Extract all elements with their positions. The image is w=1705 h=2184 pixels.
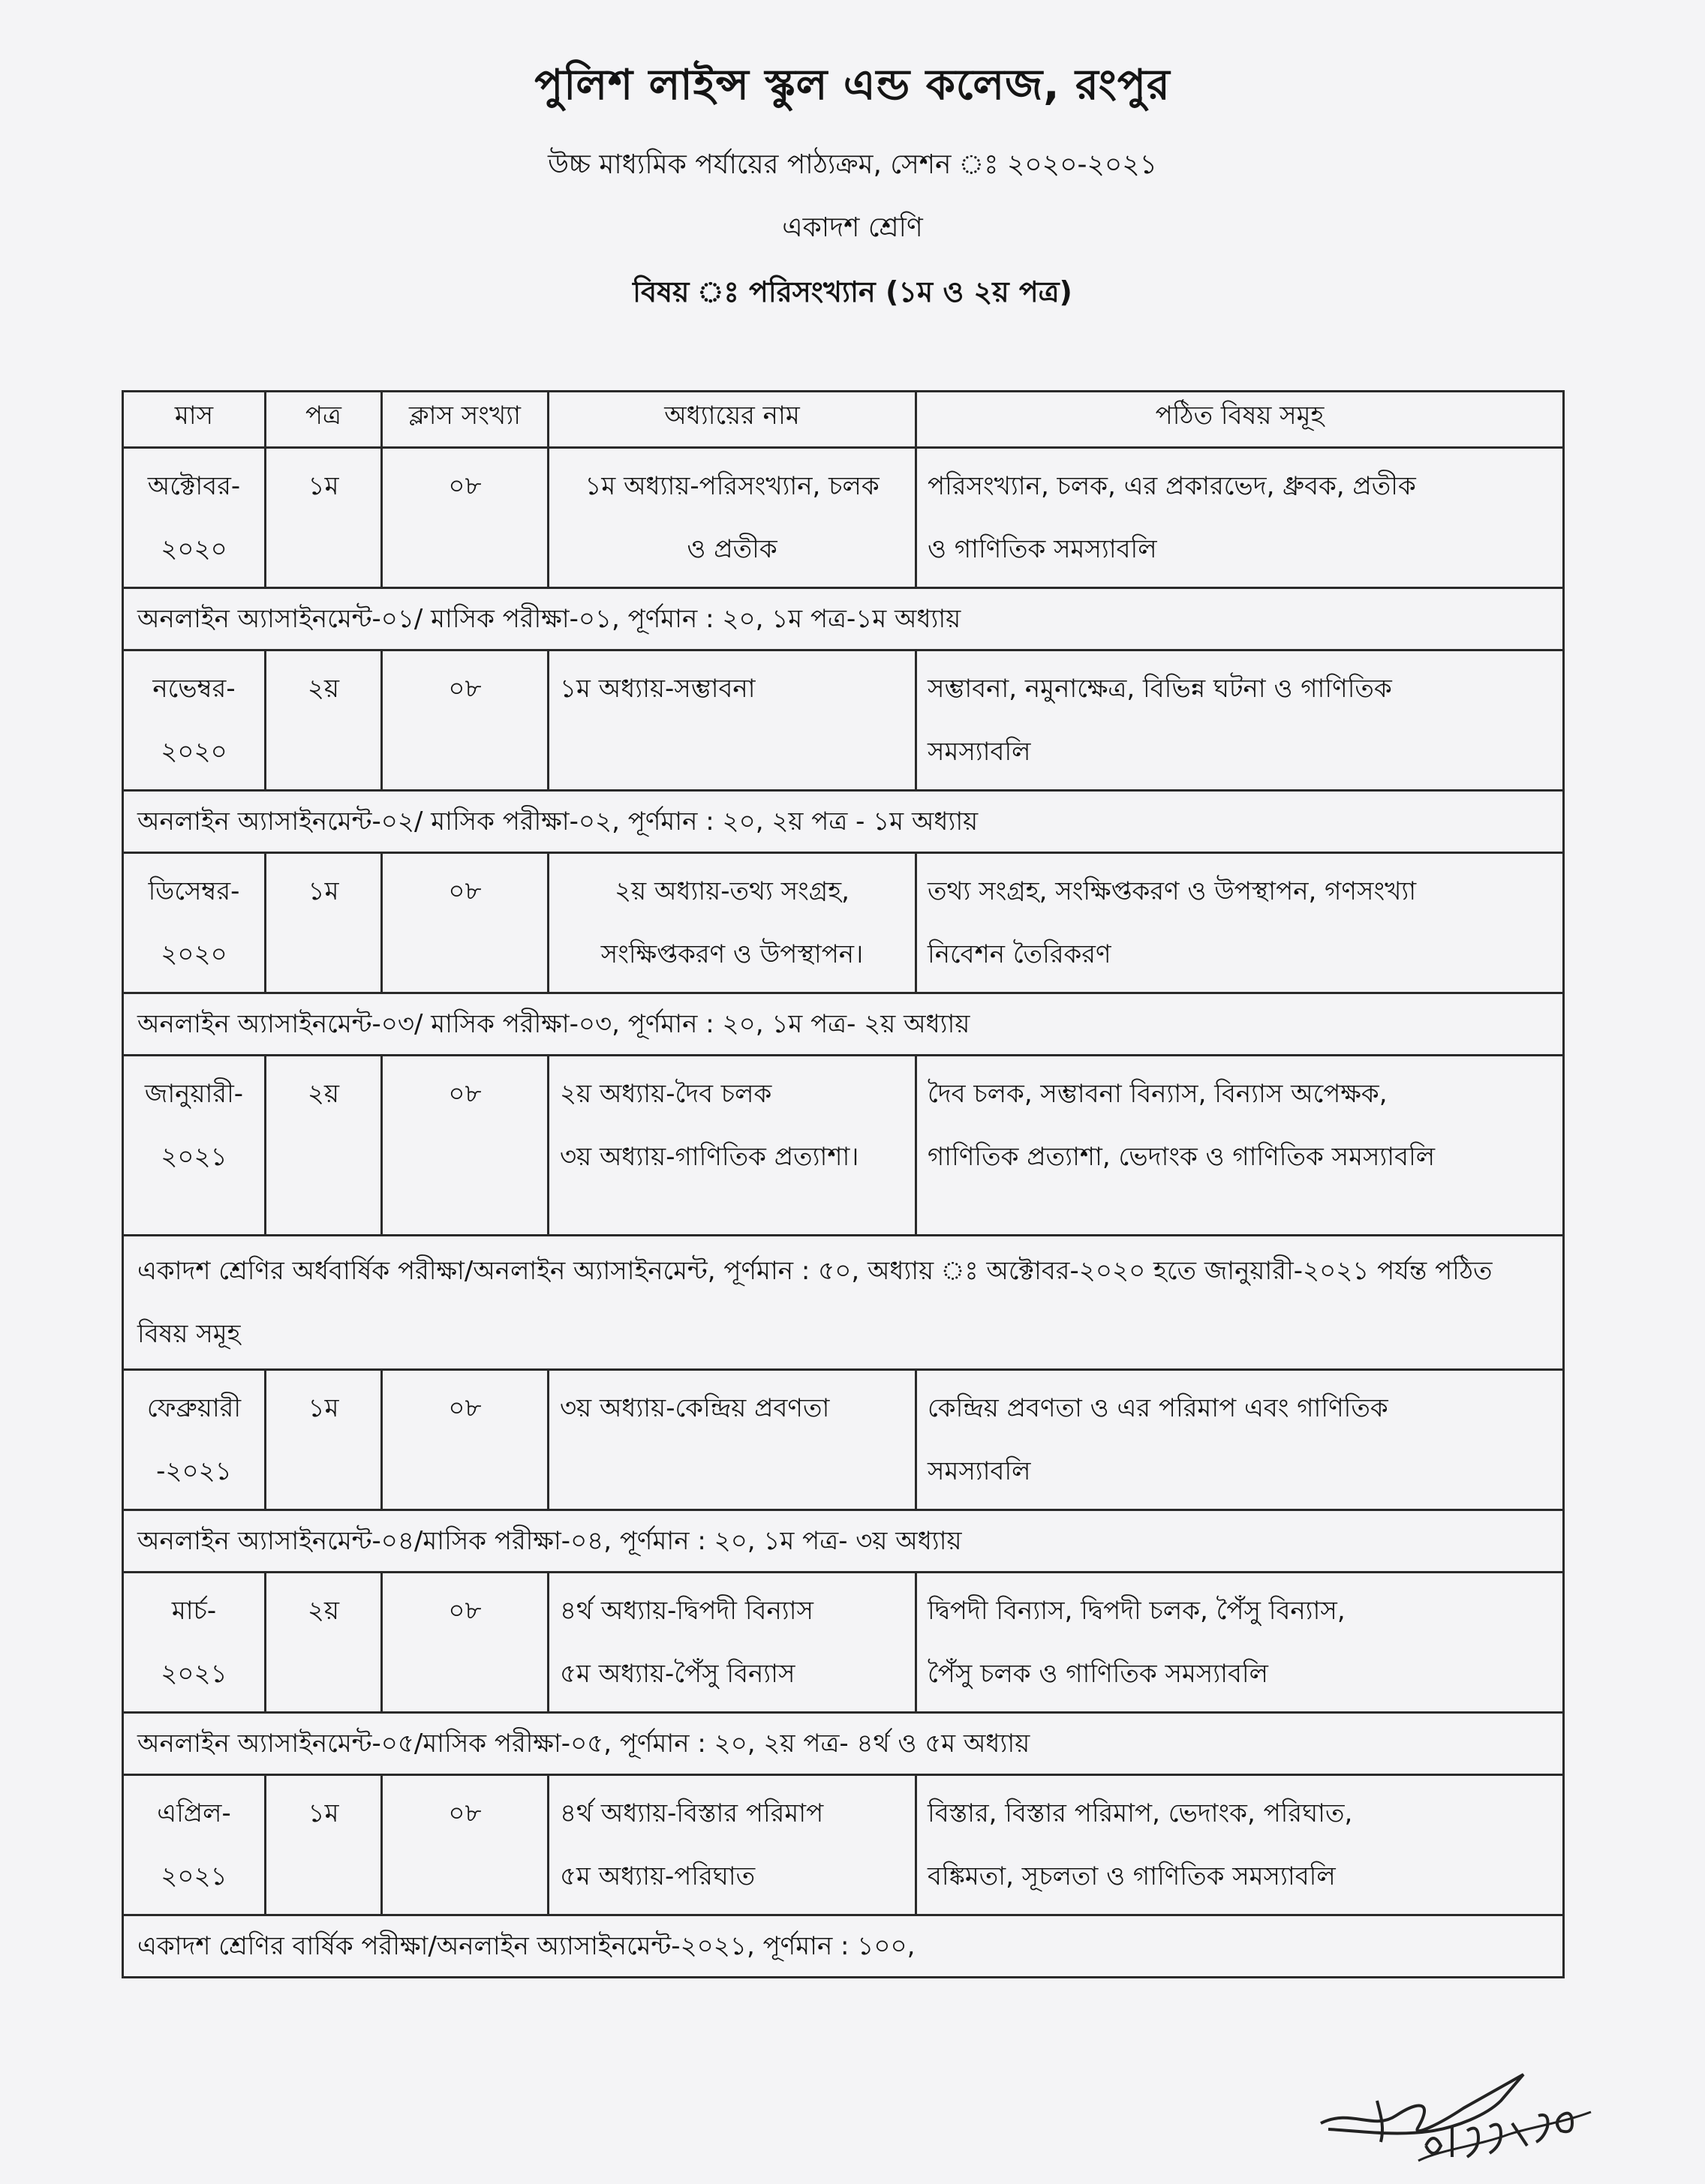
paper-cell: ১ম: [266, 853, 382, 993]
header-topics: পঠিত বিষয় সমূহ: [916, 392, 1564, 448]
topics-cell-line: দৈব চলক, সম্ভাবনা বিন্যাস, বিন্যাস অপেক্ষক,: [928, 1079, 1388, 1109]
month-cell: [123, 448, 266, 588]
topics-cell-line: সমস্যাবলি: [928, 1456, 1031, 1486]
chapter-cell: [549, 448, 916, 588]
month-cell-line: ২০২১: [161, 1659, 227, 1689]
month-cell: [123, 1056, 266, 1236]
topics-cell-line: পৈঁসু চলক ও গাণিতিক সমস্যাবলি: [928, 1659, 1268, 1689]
month-cell-line: ২০২০: [161, 534, 227, 564]
month-cell-line: ২০২১: [161, 1142, 227, 1172]
table-row: [123, 1056, 1564, 1236]
chapter-cell: [549, 1573, 916, 1713]
month-cell-line: ২০২০: [161, 737, 227, 767]
assessment-row: [123, 1510, 1564, 1573]
month-cell-line: ২০২১: [161, 1861, 227, 1891]
table-row: [123, 853, 1564, 993]
paper-cell: ১ম: [266, 448, 382, 588]
topics-cell-line: নিবেশন তৈরিকরণ: [928, 939, 1111, 969]
topics-cell-line: তথ্য সংগ্রহ, সংক্ষিপ্তকরণ ও উপস্থাপন, গণসংখ্যা: [928, 876, 1417, 906]
chapter-cell-line: ৩য় অধ্যায়-কেন্দ্রিয় প্রবণতা: [560, 1393, 830, 1423]
month-cell: [123, 1573, 266, 1713]
class-count-cell: ০৮: [382, 1573, 549, 1713]
topics-cell-line: পরিসংখ্যান, চলক, এর প্রকারভেদ, ধ্রুবক, প্রতীক: [928, 471, 1416, 501]
handwritten-signature: [1306, 2056, 1621, 2168]
paper-cell: ২য়: [266, 1056, 382, 1236]
chapter-cell: [549, 1056, 916, 1236]
chapter-cell-line: ১ম অধ্যায়-সম্ভাবনা: [560, 674, 756, 704]
assessment-row: [123, 791, 1564, 853]
month-cell: [123, 1370, 266, 1510]
chapter-cell-line: ৫ম অধ্যায়-পরিঘাত: [560, 1861, 756, 1891]
chapter-cell-line: ৩য় অধ্যায়-গাণিতিক প্রত্যাশা।: [560, 1142, 859, 1172]
header-paper: পত্র: [266, 392, 382, 448]
topics-cell-line: কেন্দ্রিয় প্রবণতা ও এর পরিমাপ এবং গাণিতিক: [928, 1393, 1388, 1423]
chapter-cell: [549, 1370, 916, 1510]
class-count-cell: ০৮: [382, 1056, 549, 1236]
month-cell-line: ২০২০: [161, 939, 227, 969]
table-row: [123, 1573, 1564, 1713]
assessment-row: [123, 1713, 1564, 1775]
class-count-cell: ০৮: [382, 650, 549, 791]
table-row: [123, 1370, 1564, 1510]
chapter-cell: [549, 650, 916, 791]
class-line: একাদশ শ্রেণি: [782, 212, 923, 243]
topics-cell: [916, 1573, 1564, 1713]
assessment-row: [123, 993, 1564, 1056]
course-session-line: উচ্চ মাধ্যমিক পর্যায়ের পাঠ্যক্রম, সেশন ঃ ২০২০-২০২১: [547, 149, 1158, 180]
header-class-count: ক্লাস সংখ্যা: [382, 392, 549, 448]
topics-cell-line: সমস্যাবলি: [928, 737, 1031, 767]
chapter-cell: [549, 853, 916, 993]
assessment-row: [123, 1915, 1564, 1978]
chapter-cell-line: সংক্ষিপ্তকরণ ও উপস্থাপন।: [600, 939, 864, 969]
class-count-cell: ০৮: [382, 1775, 549, 1915]
chapter-cell: [549, 1775, 916, 1915]
paper-cell: ২য়: [266, 1573, 382, 1713]
assessment-row: [123, 1236, 1564, 1370]
school-name: পুলিশ লাইন্স স্কুল এন্ড কলেজ, রংপুর: [534, 61, 1171, 110]
topics-cell-line: বিস্তার, বিস্তার পরিমাপ, ভেদাংক, পরিঘাত,: [928, 1798, 1353, 1828]
assessment-note: অনলাইন অ্যাসাইনমেন্ট-০১/ মাসিক পরীক্ষা-০১, পূর্ণমান : ২০, ১ম পত্র-১ম অধ্যায়: [123, 588, 1564, 650]
chapter-cell-line: ২য় অধ্যায়-দৈব চলক: [560, 1079, 772, 1109]
month-cell-line: নভেম্বর-: [152, 674, 236, 704]
class-count-cell: ০৮: [382, 448, 549, 588]
chapter-cell-line: ২য় অধ্যায়-তথ্য সংগ্রহ,: [615, 876, 849, 906]
table-body: [123, 448, 1564, 1978]
month-cell-line: অক্টোবর-: [147, 471, 241, 501]
table-row: [123, 650, 1564, 791]
topics-cell: [916, 448, 1564, 588]
chapter-cell-line: ১ম অধ্যায়-পরিসংখ্যান, চলক: [585, 471, 880, 501]
assessment-note: একাদশ শ্রেণির বার্ষিক পরীক্ষা/অনলাইন অ্যাসাইনমেন্ট-২০২১, পূর্ণমান : ১০০,: [123, 1915, 1564, 1978]
topics-cell: [916, 1056, 1564, 1236]
table-header-row: [123, 392, 1564, 448]
assessment-row: [123, 588, 1564, 650]
month-cell: [123, 853, 266, 993]
subject-line: বিষয় ঃ পরিসংখ্যান (১ম ও ২য় পত্র): [633, 275, 1072, 308]
assessment-note: অনলাইন অ্যাসাইনমেন্ট-০২/ মাসিক পরীক্ষা-০২, পূর্ণমান : ২০, ২য় পত্র - ১ম অধ্যায়: [123, 791, 1564, 853]
header-chapter-name: অধ্যায়ের নাম: [549, 392, 916, 448]
chapter-cell-line: ৫ম অধ্যায়-পৈঁসু বিন্যাস: [560, 1659, 795, 1689]
table-row: [123, 448, 1564, 588]
topics-cell-line: সম্ভাবনা, নমুনাক্ষেত্র, বিভিন্ন ঘটনা ও গাণিতিক: [928, 674, 1392, 704]
month-cell: [123, 650, 266, 791]
chapter-cell-line: ও প্রতীক: [687, 534, 777, 564]
assessment-note: একাদশ শ্রেণির অর্ধবার্ষিক পরীক্ষা/অনলাইন অ্যাসাইনমেন্ট, পূর্ণমান : ৫০, অধ্যায় ঃ অক্টোবর-২০২০ হতে জানুয়ারী-২০২১ পর্যন্ত পঠিত বিষয় সমূহ: [123, 1236, 1564, 1370]
paper-cell: ১ম: [266, 1775, 382, 1915]
topics-cell: [916, 853, 1564, 993]
month-cell: [123, 1775, 266, 1915]
assessment-note: অনলাইন অ্যাসাইনমেন্ট-০৪/মাসিক পরীক্ষা-০৪, পূর্ণমান : ২০, ১ম পত্র- ৩য় অধ্যায়: [123, 1510, 1564, 1573]
month-cell-line: মার্চ-: [171, 1596, 217, 1626]
assessment-note: অনলাইন অ্যাসাইনমেন্ট-০৩/ মাসিক পরীক্ষা-০৩, পূর্ণমান : ২০, ১ম পত্র- ২য় অধ্যায়: [123, 993, 1564, 1056]
topics-cell: [916, 1370, 1564, 1510]
paper-cell: ২য়: [266, 650, 382, 791]
topics-cell-line: দ্বিপদী বিন্যাস, দ্বিপদী চলক, পৈঁসু বিন্যাস,: [928, 1596, 1346, 1626]
month-cell-line: ডিসেম্বর-: [148, 876, 240, 906]
class-count-cell: ০৮: [382, 1370, 549, 1510]
topics-cell-line: ও গাণিতিক সমস্যাবলি: [928, 534, 1157, 564]
assessment-note: অনলাইন অ্যাসাইনমেন্ট-০৫/মাসিক পরীক্ষা-০৫, পূর্ণমান : ২০, ২য় পত্র- ৪র্থ ও ৫ম অধ্যায়: [123, 1713, 1564, 1775]
month-cell-line: এপ্রিল-: [157, 1798, 231, 1828]
topics-cell-line: বঙ্কিমতা, সূচলতা ও গাণিতিক সমস্যাবলি: [928, 1861, 1336, 1891]
header-month: মাস: [123, 392, 266, 448]
month-cell-line: জানুয়ারী-: [144, 1079, 244, 1109]
chapter-cell-line: ৪র্থ অধ্যায়-বিস্তার পরিমাপ: [560, 1798, 824, 1828]
table-row: [123, 1775, 1564, 1915]
paper-cell: ১ম: [266, 1370, 382, 1510]
topics-cell: [916, 1775, 1564, 1915]
month-cell-line: ফেব্রুয়ারী: [146, 1393, 242, 1423]
topics-cell: [916, 650, 1564, 791]
topics-cell-line: গাণিতিক প্রত্যাশা, ভেদাংক ও গাণিতিক সমস্যাবলি: [928, 1142, 1436, 1172]
month-cell-line: -২০২১: [156, 1456, 232, 1486]
syllabus-table: [122, 390, 1565, 1978]
chapter-cell-line: ৪র্থ অধ্যায়-দ্বিপদী বিন্যাস: [560, 1596, 813, 1626]
class-count-cell: ০৮: [382, 853, 549, 993]
